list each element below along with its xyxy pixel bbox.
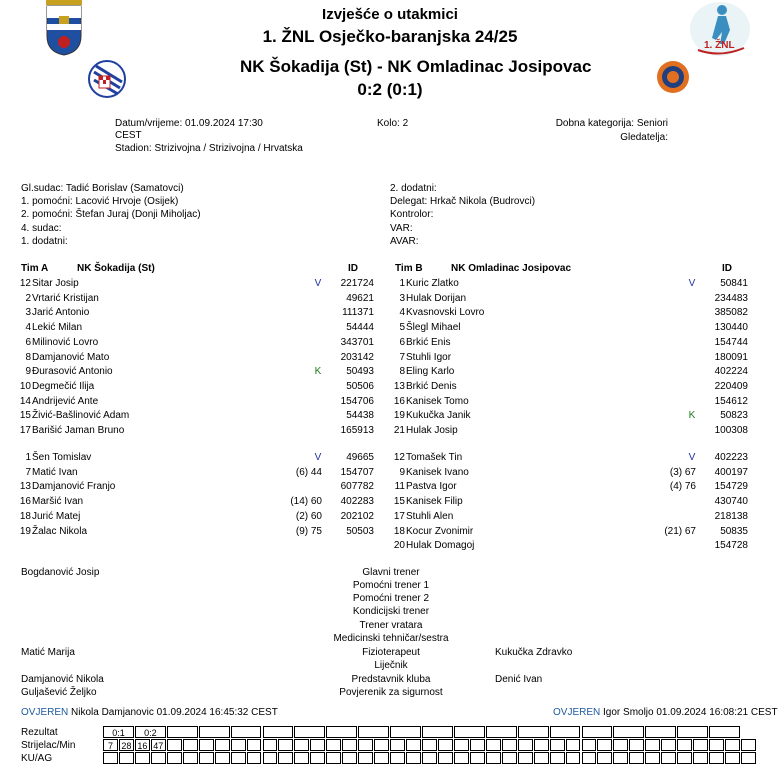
player-name: Eling Karlo: [406, 366, 455, 378]
scorer-cell: [231, 739, 246, 751]
result-cell: [709, 726, 740, 738]
scorer-cell: [454, 739, 469, 751]
player-number: 10: [19, 380, 31, 392]
team-a-id-header: ID: [348, 263, 358, 274]
player-name: Damjanović Franjo: [32, 481, 116, 493]
player-number: 13: [19, 481, 31, 493]
ku-ag-cell: [119, 752, 134, 764]
player-substitution: (14) 60: [290, 496, 322, 508]
report-title: Izvješće o utakmici: [322, 6, 458, 23]
player-id: 54444: [346, 322, 374, 334]
result-cell: 0:1: [103, 726, 134, 738]
player-name: Andrijević Ante: [32, 395, 99, 407]
ku-ag-cell: [725, 752, 740, 764]
player-number: 3: [25, 307, 31, 319]
official-additional-1: 1. dodatni:: [21, 236, 68, 247]
player-role-mark: V: [688, 278, 696, 289]
player-id: 50823: [720, 410, 748, 422]
result-cell: [550, 726, 581, 738]
player-id: 50835: [720, 525, 748, 537]
staff-member-home: Matić Marija: [21, 647, 75, 658]
ku-ag-cell: [183, 752, 198, 764]
ku-ag-cell: [613, 752, 628, 764]
player-name: Stuhli Alen: [406, 510, 454, 522]
ku-ag-cell: [247, 752, 262, 764]
official-fourth: 4. sudac:: [21, 223, 62, 234]
result-cell: [454, 726, 485, 738]
player-id: 402283: [340, 496, 374, 508]
staff-member-home: Guljašević Željko: [21, 687, 97, 698]
player-role-mark: V: [314, 278, 322, 289]
player-name: Kuric Zlatko: [406, 278, 459, 289]
player-name: Degmečić Ilija: [32, 380, 95, 392]
player-number: 9: [25, 366, 31, 378]
player-id: 607782: [340, 481, 374, 493]
player-number: 19: [19, 525, 31, 537]
verified-label: OVJEREN: [553, 707, 601, 718]
staff-role: Kondicijski trener: [352, 606, 430, 617]
player-id: 430740: [714, 496, 748, 508]
scorer-cell: [534, 739, 549, 751]
match-title: NK Šokadija (St) - NK Omladinac Josipovac: [240, 57, 592, 76]
player-name: Jurić Matej: [32, 510, 81, 522]
player-id: 50506: [346, 380, 374, 392]
staff-role: Medicinski tehničar/sestra: [333, 633, 449, 644]
player-name: Brkić Denis: [406, 380, 457, 392]
player-role-mark: K: [688, 410, 696, 422]
player-id: 400197: [714, 466, 748, 478]
scorer-cell: [518, 739, 533, 751]
team-a-name: NK Šokadija (St): [77, 263, 155, 274]
player-id: 50841: [720, 278, 748, 289]
player-substitution: (6) 44: [295, 466, 322, 478]
match-stadium: Stadion: Strizivojna / Strizivojna / Hrvatska: [115, 143, 303, 154]
ku-ag-cell: [454, 752, 469, 764]
player-number: 17: [19, 425, 31, 436]
scorer-cell: [342, 739, 357, 751]
ku-ag-cell: [422, 752, 437, 764]
ku-ag-cell: [263, 752, 278, 764]
row-label-ku-ag: KU/AG: [21, 753, 53, 764]
player-id: 154729: [714, 481, 748, 493]
player-name: Kvasnovski Lovro: [406, 307, 485, 319]
result-cell: [263, 726, 294, 738]
player-number: 16: [393, 395, 405, 407]
team-b-id-header: ID: [722, 263, 732, 274]
player-number: 14: [19, 395, 31, 407]
ku-ag-cell: [310, 752, 325, 764]
official-main-referee: Gl.sudac: Tadić Borislav (Samatovci): [21, 183, 184, 194]
result-cell: 0:2: [135, 726, 166, 738]
scorer-cell: [422, 739, 437, 751]
player-id: 220409: [714, 380, 748, 392]
scorer-cell: [741, 739, 756, 751]
scorer-cell: [582, 739, 597, 751]
player-id: 154612: [714, 395, 748, 407]
scorer-cell: [629, 739, 644, 751]
staff-member-home: Damjanović Nikola: [21, 674, 104, 685]
player-number: 1: [25, 452, 31, 463]
player-name: Lekić Milan: [32, 322, 83, 334]
player-number: 15: [19, 410, 31, 422]
ku-ag-cell: [438, 752, 453, 764]
match-timezone: CEST: [115, 130, 142, 141]
player-name: Hulak Domagoj: [406, 540, 475, 552]
ku-ag-cell: [374, 752, 389, 764]
player-number: 6: [399, 336, 405, 348]
player-number: 18: [393, 525, 405, 537]
scorer-cell: [597, 739, 612, 751]
player-name: Milinović Lovro: [32, 336, 99, 348]
staff-role: Pomoćni trener 2: [352, 593, 430, 604]
official-assistant-1: 1. pomoćni: Lacović Hrvoje (Osijek): [21, 196, 179, 207]
player-id: 202102: [340, 510, 374, 522]
result-cell: [677, 726, 708, 738]
player-id: 203142: [340, 351, 374, 363]
ku-ag-cell: [566, 752, 581, 764]
scorer-cell: [661, 739, 676, 751]
scorer-cell: [693, 739, 708, 751]
ku-ag-cell: [358, 752, 373, 764]
result-cell: [199, 726, 230, 738]
player-id: 130440: [714, 322, 748, 334]
player-id: 111371: [342, 307, 374, 319]
player-id: 100308: [714, 425, 748, 436]
player-number: 7: [25, 466, 31, 478]
scorer-cell: [470, 739, 485, 751]
scorer-cell: 47: [151, 739, 166, 751]
ku-ag-cell: [693, 752, 708, 764]
player-role-mark: K: [314, 366, 322, 378]
player-id: 343701: [340, 336, 374, 348]
ku-ag-cell: [406, 752, 421, 764]
row-label-scorer: Strijelac/Min: [21, 740, 76, 751]
player-substitution: (9) 75: [295, 525, 322, 537]
player-role-mark: V: [688, 452, 696, 463]
official-var: VAR:: [390, 223, 413, 234]
player-id: 165913: [340, 425, 374, 436]
result-cell: [645, 726, 676, 738]
ku-ag-cell: [215, 752, 230, 764]
age-category: Dobna kategorija: Seniori: [555, 118, 668, 129]
player-name: Pastva Igor: [406, 481, 457, 493]
scorer-cell: [374, 739, 389, 751]
ku-ag-cell: [741, 752, 756, 764]
scorer-cell: [215, 739, 230, 751]
player-name: Kanisek Filip: [406, 496, 463, 508]
player-substitution: (3) 67: [669, 466, 696, 478]
player-name: Hulak Dorijan: [406, 292, 467, 304]
player-id: 49621: [346, 292, 374, 304]
staff-role: Fizioterapeut: [362, 647, 420, 658]
player-name: Brkić Enis: [406, 336, 451, 348]
ku-ag-cell: [629, 752, 644, 764]
result-cell: [613, 726, 644, 738]
player-name: Vrtarić Kristijan: [32, 292, 99, 304]
ku-ag-cell: [167, 752, 182, 764]
ku-ag-cell: [582, 752, 597, 764]
player-number: 12: [19, 278, 31, 289]
player-number: 3: [399, 292, 405, 304]
player-name: Šlegl Mihael: [406, 322, 461, 334]
ku-ag-cell: [326, 752, 341, 764]
player-name: Stuhli Igor: [406, 351, 452, 363]
player-number: 21: [393, 425, 405, 436]
player-name: Kukučka Janik: [406, 410, 471, 422]
player-number: 9: [399, 466, 405, 478]
player-number: 8: [399, 366, 405, 378]
ku-ag-cell: [151, 752, 166, 764]
player-id: 218138: [714, 510, 748, 522]
match-round: Kolo: 2: [377, 118, 409, 129]
scorer-cell: [358, 739, 373, 751]
player-number: 16: [19, 496, 31, 508]
match-datetime: Datum/vrijeme: 01.09.2024 17:30: [115, 118, 263, 129]
ku-ag-cell: [645, 752, 660, 764]
scorer-cell: [294, 739, 309, 751]
player-number: 4: [25, 322, 31, 334]
player-number: 1: [399, 278, 405, 289]
player-name: Kocur Zvonimir: [406, 525, 474, 537]
player-name: Sitar Josip: [32, 278, 79, 289]
scorer-cell: [326, 739, 341, 751]
result-cell: [326, 726, 357, 738]
player-name: Damjanović Mato: [32, 351, 110, 363]
ku-ag-cell: [518, 752, 533, 764]
result-cell: [390, 726, 421, 738]
staff-member-home: Bogdanović Josip: [21, 567, 100, 578]
staff-role: Predstavnik kluba: [351, 674, 431, 685]
player-name: Živić-Bašlinović Adam: [32, 410, 130, 422]
result-cell: [582, 726, 613, 738]
player-name: Đurasović Antonio: [32, 366, 113, 378]
scorer-cell: 28: [119, 739, 134, 751]
player-id: 180091: [714, 351, 748, 363]
player-name: Matić Ivan: [32, 466, 78, 478]
result-cell: [294, 726, 325, 738]
player-number: 6: [25, 336, 31, 348]
player-name: Šen Tomislav: [32, 452, 92, 463]
player-number: 20: [393, 540, 405, 552]
scorer-cell: [390, 739, 405, 751]
match-score: 0:2 (0:1): [357, 80, 423, 99]
ku-ag-cell: [103, 752, 118, 764]
team-a-label: Tim A: [21, 263, 49, 274]
scorer-cell: [725, 739, 740, 751]
player-id: 221724: [340, 278, 374, 289]
player-name: Kanisek Ivano: [406, 466, 469, 478]
player-number: 12: [393, 452, 405, 463]
player-number: 17: [393, 510, 405, 522]
scorer-cell: [310, 739, 325, 751]
player-name: Kanisek Tomo: [406, 395, 469, 407]
official-assistant-2: 2. pomoćni: Štefan Juraj (Donji Miholjac): [21, 209, 201, 220]
scorer-cell: [183, 739, 198, 751]
verified-by-right: Igor Smoljo 01.09.2024 16:08:21 CEST: [603, 707, 778, 718]
scorer-cell: [502, 739, 517, 751]
ku-ag-cell: [677, 752, 692, 764]
row-label-result: Rezultat: [21, 727, 58, 738]
ku-ag-cell: [661, 752, 676, 764]
spectators: Gledatelja:: [620, 132, 668, 143]
result-cell: [486, 726, 517, 738]
scorer-cell: [550, 739, 565, 751]
result-cell: [167, 726, 198, 738]
player-id: 402224: [714, 366, 748, 378]
scorer-cell: [677, 739, 692, 751]
player-id: 49665: [346, 452, 374, 463]
team-b-name: NK Omladinac Josipovac: [451, 263, 572, 274]
player-number: 11: [394, 481, 405, 493]
ku-ag-cell: [278, 752, 293, 764]
player-name: Jarić Antonio: [32, 307, 90, 319]
player-name: Tomašek Tin: [406, 452, 463, 463]
scorer-cell: [438, 739, 453, 751]
ku-ag-cell: [502, 752, 517, 764]
staff-role: Liječnik: [374, 660, 408, 671]
result-cell: [358, 726, 389, 738]
player-number: 15: [393, 496, 405, 508]
scorer-cell: [566, 739, 581, 751]
player-id: 154728: [714, 540, 748, 552]
verification-right: [553, 707, 778, 718]
ku-ag-cell: [135, 752, 150, 764]
player-number: 19: [393, 410, 405, 422]
player-number: 4: [399, 307, 405, 319]
scorer-cell: [613, 739, 628, 751]
player-number: 2: [25, 292, 31, 304]
official-delegate: Delegat: Hrkač Nikola (Budrovci): [390, 196, 536, 207]
ku-ag-cell: [486, 752, 501, 764]
player-name: Barišić Jaman Bruno: [32, 425, 125, 436]
player-substitution: (4) 76: [669, 481, 696, 493]
player-name: Maršić Ivan: [32, 496, 84, 508]
result-cell: [231, 726, 262, 738]
player-number: 7: [399, 351, 405, 363]
scorer-cell: [709, 739, 724, 751]
player-substitution: (2) 60: [295, 510, 322, 522]
player-id: 154707: [340, 466, 374, 478]
staff-member-away: Kukučka Zdravko: [495, 647, 573, 658]
staff-role: Pomoćni trener 1: [352, 580, 430, 591]
verification-left: [21, 707, 278, 718]
player-id: 154744: [714, 336, 748, 348]
ku-ag-cell: [597, 752, 612, 764]
result-cell: [518, 726, 549, 738]
scorer-cell: 16: [135, 739, 150, 751]
ku-ag-cell: [199, 752, 214, 764]
official-avar: AVAR:: [390, 236, 419, 247]
result-cell: [422, 726, 453, 738]
player-number: 18: [19, 510, 31, 522]
league-title: 1. ŽNL Osječko-baranjska 24/25: [262, 27, 518, 46]
player-role-mark: V: [314, 452, 322, 463]
scorer-cell: [263, 739, 278, 751]
scorer-cell: [167, 739, 182, 751]
ku-ag-cell: [709, 752, 724, 764]
player-id: 154706: [340, 395, 374, 407]
scorer-cell: [645, 739, 660, 751]
player-number: 8: [25, 351, 31, 363]
scorer-cell: [278, 739, 293, 751]
scorer-cell: [406, 739, 421, 751]
staff-member-away: Denić Ivan: [495, 674, 543, 685]
team-b-label: Tim B: [395, 263, 423, 274]
player-name: Žalac Nikola: [32, 525, 88, 537]
player-id: 234483: [714, 292, 748, 304]
official-controller: Kontrolor:: [390, 209, 434, 220]
player-substitution: (21) 67: [664, 525, 696, 537]
player-id: 402223: [714, 452, 748, 463]
ku-ag-cell: [342, 752, 357, 764]
scorer-cell: 7: [103, 739, 118, 751]
verified-label: OVJEREN: [21, 707, 69, 718]
player-id: 54438: [346, 410, 374, 422]
ku-ag-cell: [390, 752, 405, 764]
scorer-cell: [247, 739, 262, 751]
scorer-cell: [199, 739, 214, 751]
verified-by-left: Nikola Damjanovic 01.09.2024 16:45:32 CEST: [71, 707, 278, 718]
staff-role: Povjerenik za sigurnost: [339, 687, 443, 698]
league-logo-text: 1. ŽNL: [704, 40, 735, 51]
ku-ag-cell: [534, 752, 549, 764]
ku-ag-cell: [470, 752, 485, 764]
player-number: 5: [399, 322, 405, 334]
player-name: Hulak Josip: [406, 425, 458, 436]
ku-ag-cell: [294, 752, 309, 764]
ku-ag-cell: [231, 752, 246, 764]
official-additional-2: 2. dodatni:: [390, 183, 437, 194]
staff-role: Glavni trener: [362, 567, 420, 578]
player-id: 50493: [346, 366, 374, 378]
ku-ag-cell: [550, 752, 565, 764]
staff-role: Trener vratara: [359, 620, 423, 631]
scorer-cell: [486, 739, 501, 751]
player-id: 50503: [346, 525, 374, 537]
player-id: 385082: [714, 307, 748, 319]
player-number: 13: [393, 380, 405, 392]
